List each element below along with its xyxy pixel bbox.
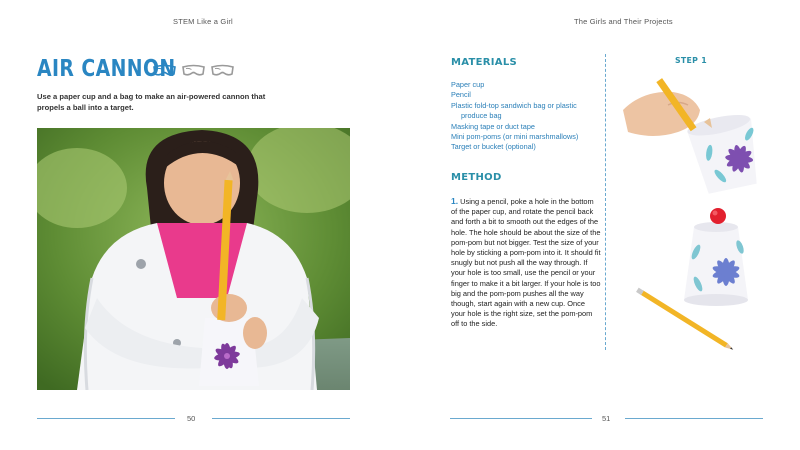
- running-head-right: The Girls and Their Projects: [574, 17, 673, 26]
- material-text: Plastic fold-top sandwich bag or plastic: [451, 100, 577, 110]
- goggles-icon: [152, 64, 177, 77]
- step-text: Using a pencil, poke a hole in the bottom of the paper cup, and rotate the pencil back and forth a bit to smooth out the edges of the hole. The hole should be about the size of the pom-pom but not bigger. Test the size of your hole by sticking a pom-pom into it. It should fit snugly but not push all the way through. If your hole is too small, use the pencil or your finger to make it a bit larger. If your hole is too big and the pom-pom pushes all the way though, start again with a new cup. Once your hole is the right size, set the pom-pom off to the side.: [451, 197, 601, 329]
- method-step: [451, 196, 601, 330]
- material-text: Pencil: [451, 90, 471, 100]
- footer-rule: [212, 418, 350, 419]
- column-divider: [605, 54, 606, 350]
- page-title: AIR CANNON: [37, 56, 176, 82]
- materials-list: [451, 80, 601, 153]
- footer-rule: [450, 418, 592, 419]
- project-photo: [37, 128, 350, 390]
- goggles-icon: [210, 64, 235, 77]
- list-item: [451, 80, 601, 90]
- step-photo-cup-pompom: [628, 202, 778, 350]
- material-text: Paper cup: [451, 80, 485, 89]
- list-item: [451, 142, 601, 152]
- materials-heading: MATERIALS: [451, 57, 518, 68]
- material-text-continuation: produce bag: [461, 111, 502, 121]
- material-text: Target or bucket (optional): [451, 142, 536, 152]
- step-number: 1.: [451, 196, 459, 206]
- goggles-icon: [181, 64, 206, 77]
- method-heading: METHOD: [451, 172, 502, 183]
- step-photo-hand-pencil: [618, 70, 783, 195]
- difficulty-rating: [152, 64, 235, 77]
- list-item: [451, 90, 601, 100]
- footer-rule: [37, 418, 175, 419]
- step-label: STEP 1: [675, 56, 707, 65]
- project-intro: Use a paper cup and a bag to make an air-powered cannon that propels a ball into a target.: [37, 92, 266, 112]
- list-item: [451, 101, 601, 122]
- running-head-left: STEM Like a Girl: [173, 17, 233, 26]
- list-item: [451, 132, 601, 142]
- page-number-right: 51: [602, 414, 611, 423]
- list-item: [451, 122, 601, 132]
- page-number-left: 50: [187, 414, 196, 423]
- material-text: Masking tape or duct tape: [451, 121, 535, 131]
- footer-rule: [625, 418, 763, 419]
- material-text: Mini pom-poms (or mini marshmallows): [451, 132, 579, 142]
